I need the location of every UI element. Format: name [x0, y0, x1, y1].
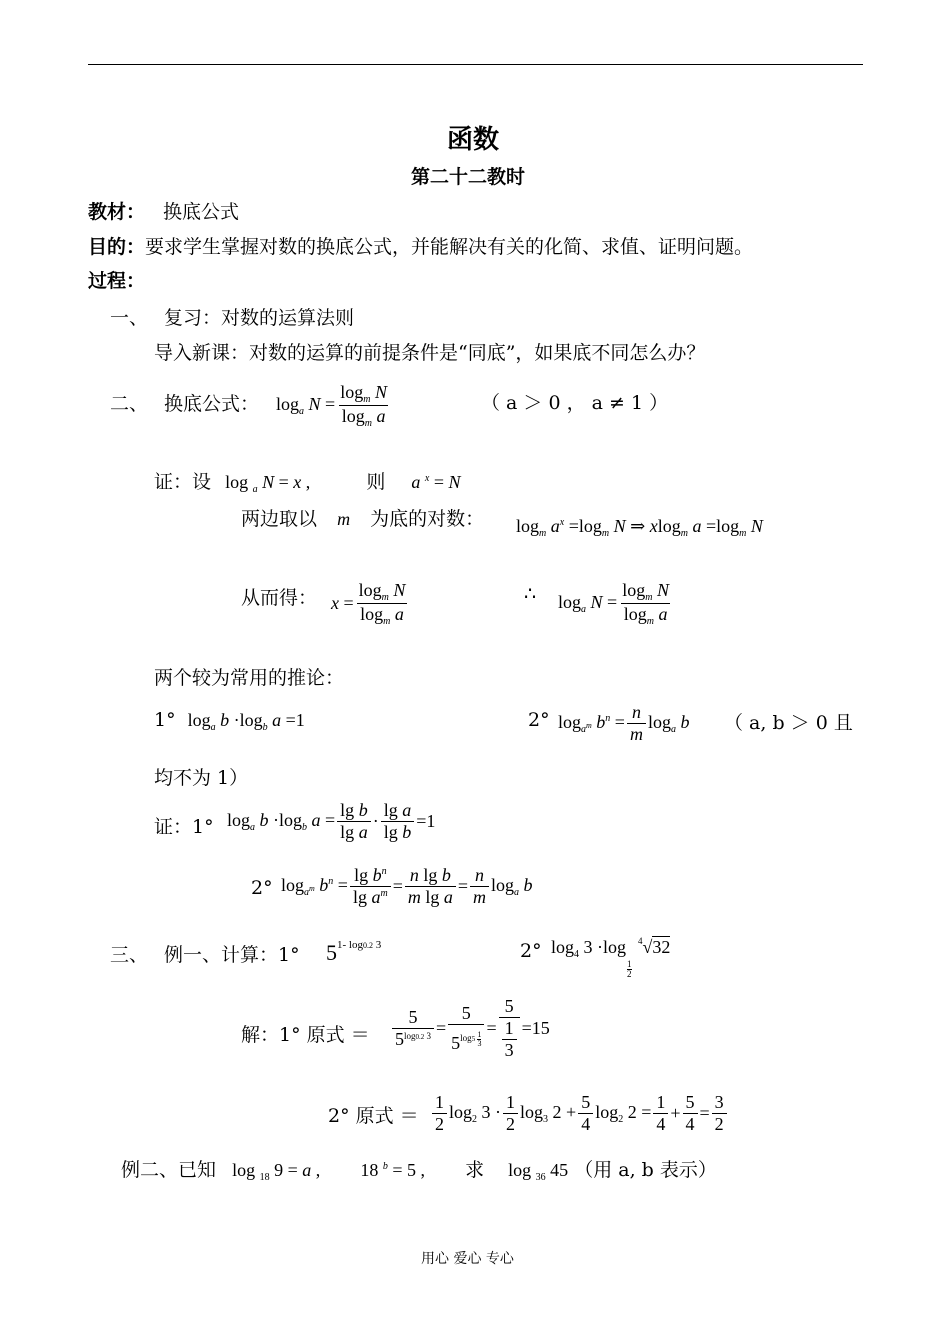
material-line	[88, 197, 239, 224]
example1-label: 例一、计算：1°	[164, 944, 300, 966]
solution1-expr: $\frac{5}{5^{log0.2 3}}$ = 5 $5^{log5 \frac{1}{3}}$ = $\frac{5}{\frac{1}{3}}$ =15	[390, 996, 550, 1061]
section1-heading	[110, 303, 354, 330]
thus-equation: x = $\frac{\log_m N}{\log_m a}$	[331, 580, 406, 627]
proof2-eq2: $\log_{a^m} b^n$ = $\frac{\lg b^n}{\lg a^m}$ = $\frac{\text{n lg b}}{\text{m lg a}}$ = $\frac{n}{m}$ $\log_a b$	[281, 865, 533, 907]
example2-find: 求	[465, 1159, 485, 1181]
change-of-base-formula: $\log_a N$ = $\frac{\log_m N}{\log_m a}$	[276, 382, 387, 429]
top-rule	[88, 64, 863, 65]
goal-label: 目的：	[88, 236, 146, 258]
example2-line: 例二、已知 log $_{18}$ 9 = a , 18 $^b$ = 5 , 求 log $_{36}$ 45 （用 a, b 表示）	[121, 1159, 717, 1183]
formula-condition: （ a ＞ 0 ， a ≠ 1 ）	[481, 392, 669, 414]
material-label: 教材：	[88, 201, 146, 223]
goal-value: 要求学生掌握对数的换底公式，并能解决有关的化简、求值、证明问题。	[145, 236, 754, 258]
proof2-c2-num: 2°	[251, 877, 273, 899]
section2-num: 二、	[110, 393, 149, 415]
example1-part2-num: 2°	[520, 940, 542, 962]
example2-label: 例二、已知	[121, 1159, 217, 1181]
proof2-eq1: $\log_a b \cdot\log_b$ a = $\frac{\text{lg b}}{\text{lg a}}$ · $\frac{\text{lg a}}{\text{lg b}}$ =1	[227, 800, 436, 842]
section3-num: 三、	[110, 944, 149, 966]
base-text: 为底的对数：	[370, 508, 485, 530]
corollary-title: 两个较为常用的推论：	[154, 667, 345, 689]
section2-heading	[110, 389, 259, 416]
corollary-2-condition-cont: 均不为 1）	[154, 767, 249, 789]
therefore-equation: $\log_a N$ = $\frac{\log_m N}{\log_m a}$	[558, 580, 669, 627]
both-sides-equation: $\log_m a^x =\log_m$ N ⇒ xlog$_m$ $a =\log_m$ N	[516, 516, 763, 539]
both-sides-line: 两边取以 m 为底的对数：	[241, 508, 485, 530]
solution2-expr: $\frac{1}{2}$ $\log_2 3$ · $\frac{1}{2}$ $\log_3 2$ + $\frac{5}{4}$ $\log_2 2$ = $\frac{1}{4}$ + $\frac{5}{4}$ = $\frac{3}{2}$	[430, 1092, 729, 1135]
example2-tail: （用 a, b 表示）	[574, 1159, 717, 1181]
process-label: 过程：	[88, 270, 146, 292]
section1-intro: 导入新课：对数的运算的前提条件是“同底”，如果底不同怎么办？	[154, 342, 706, 364]
section3-heading	[110, 940, 300, 967]
proof-label: 证：设	[154, 471, 212, 493]
section2-title: 换底公式：	[164, 393, 260, 415]
proof-line: 证：设 log $_a$ N = x , 则 a $^x$ = N	[154, 471, 461, 495]
section1-title: 复习：对数的运算法则	[164, 307, 355, 329]
corollary-1-num: 1°	[154, 709, 176, 731]
page-subtitle: 第二十二教时	[411, 166, 526, 188]
corollary-2-condition: （ a, b ＞ 0 且	[724, 712, 853, 734]
corollary-2-num: 2°	[528, 709, 550, 731]
corollary-1: 1° $\log_a b \cdot\log_b$ a =1	[154, 709, 305, 733]
page-footer: 用心 爱心 专心	[421, 1251, 514, 1267]
corollary-2-equation: $\log_{a^m} b^n$ = $\frac{n}{m}$ $\log_a b$	[558, 702, 690, 744]
solution1-label: 解：1° 原式 ＝	[241, 1024, 370, 1046]
both-sides-text: 两边取以	[241, 508, 318, 530]
proof-mid: 则	[366, 471, 386, 493]
goal-line	[88, 232, 753, 259]
example1-expr2: $\log_4 3 \cdot\log$ $\frac{1}{2}$ $^4$√32	[551, 936, 671, 979]
proof2-label: 证：1°	[154, 816, 214, 838]
thus-label: 从而得：	[241, 587, 318, 609]
example1-expr1: 5 1- log0.2 3	[326, 939, 382, 965]
solution2-label: 2° 原式 ＝	[328, 1105, 419, 1127]
therefore-symbol: ∴	[524, 583, 537, 605]
section1-num: 一、	[110, 307, 149, 329]
page-title: 函数	[447, 125, 500, 155]
material-value: 换底公式	[163, 201, 240, 223]
